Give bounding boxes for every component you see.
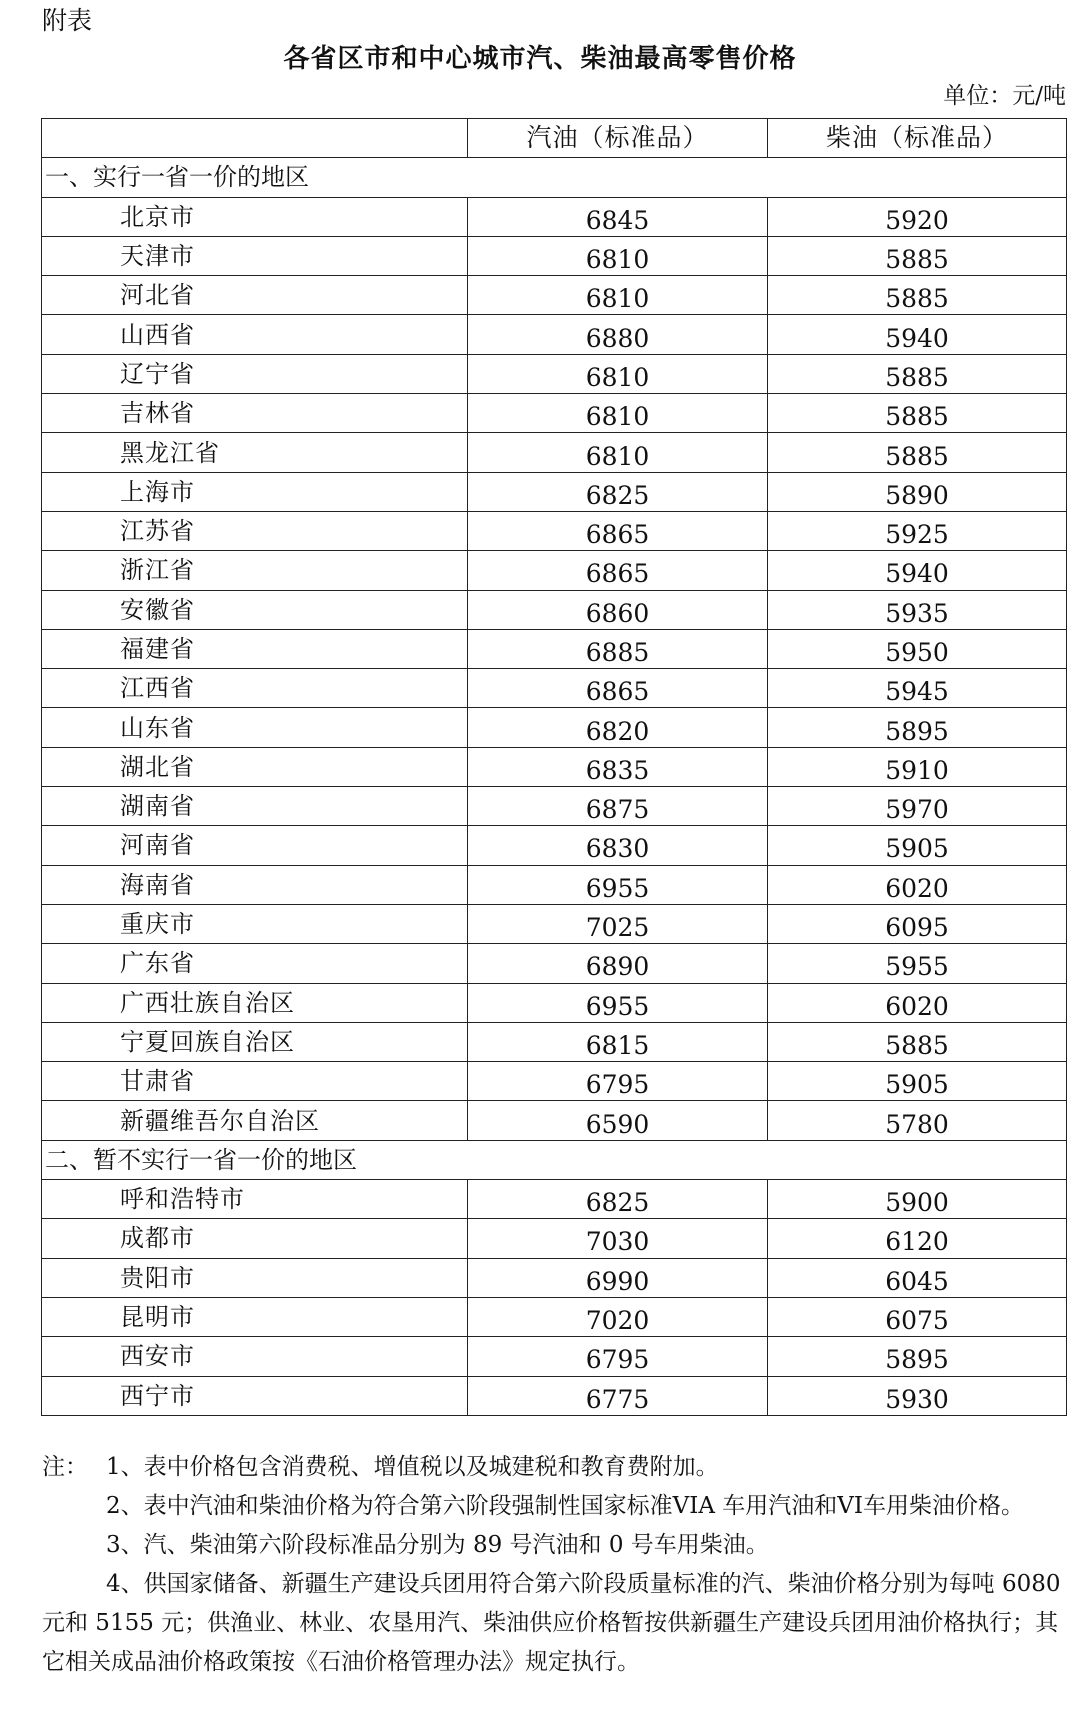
diesel-price: 6020: [768, 865, 1067, 904]
table-row: [42, 1022, 1067, 1061]
region-name: 呼和浩特市: [42, 1180, 468, 1219]
diesel-price: 5930: [768, 1376, 1067, 1415]
diesel-price: 5910: [768, 747, 1067, 786]
table-row: [42, 1062, 1067, 1101]
region-name: 西安市: [42, 1337, 468, 1376]
gasoline-price: 6830: [468, 826, 768, 865]
unit-label: 单位：元/吨: [943, 83, 1066, 109]
region-name: 山西省: [42, 315, 468, 354]
diesel-price: 5950: [768, 629, 1067, 668]
region-name: 贵阳市: [42, 1258, 468, 1297]
note-2: 2、表中汽油和柴油价格为符合第六阶段强制性国家标准VIA 车用汽油和VI车用柴油价格。: [106, 1493, 1024, 1519]
table-row: [42, 1297, 1067, 1336]
table-row: [42, 904, 1067, 943]
table-row: [42, 944, 1067, 983]
table-row: [42, 629, 1067, 668]
gasoline-price: 6810: [468, 354, 768, 393]
region-name: 浙江省: [42, 551, 468, 590]
diesel-price: 5900: [768, 1180, 1067, 1219]
region-name: 成都市: [42, 1219, 468, 1258]
region-name: 湖北省: [42, 747, 468, 786]
region-name: 广东省: [42, 944, 468, 983]
region-name: 河北省: [42, 276, 468, 315]
region-name: 安徽省: [42, 590, 468, 629]
note-1-text: 1、表中价格包含消费税、增值税以及城建税和教育费附加。: [106, 1454, 719, 1480]
gasoline-price: 6880: [468, 315, 768, 354]
diesel-price: 5920: [768, 197, 1067, 236]
diesel-price: 5890: [768, 472, 1067, 511]
table-row: [42, 354, 1067, 393]
table-row: [42, 1219, 1067, 1258]
table-row: [42, 433, 1067, 472]
diesel-price: 5905: [768, 826, 1067, 865]
region-name: 河南省: [42, 826, 468, 865]
gasoline-price: 6845: [468, 197, 768, 236]
diesel-price: 6120: [768, 1219, 1067, 1258]
diesel-price: 6020: [768, 983, 1067, 1022]
table-row: [42, 1101, 1067, 1140]
region-name: 江苏省: [42, 511, 468, 550]
region-name: 新疆维吾尔自治区: [42, 1101, 468, 1140]
region-name: 海南省: [42, 865, 468, 904]
table-row: [42, 472, 1067, 511]
region-name: 吉林省: [42, 394, 468, 433]
region-name: 上海市: [42, 472, 468, 511]
region-name: 福建省: [42, 629, 468, 668]
gasoline-price: 6875: [468, 787, 768, 826]
region-name: 甘肃省: [42, 1062, 468, 1101]
gasoline-price: 6810: [468, 394, 768, 433]
gasoline-price: 7025: [468, 904, 768, 943]
gasoline-price: 6865: [468, 511, 768, 550]
table-row: [42, 747, 1067, 786]
table-row: [42, 1337, 1067, 1376]
region-name: 昆明市: [42, 1297, 468, 1336]
gasoline-price: 6825: [468, 1180, 768, 1219]
table-row: [42, 983, 1067, 1022]
note-1: [42, 1448, 1064, 1487]
gasoline-price: 6820: [468, 708, 768, 747]
table-row: [42, 787, 1067, 826]
gasoline-price: 6815: [468, 1022, 768, 1061]
header-diesel: 柴油（标准品）: [768, 119, 1067, 158]
region-name: 辽宁省: [42, 354, 468, 393]
table-row: [42, 236, 1067, 275]
diesel-price: 5885: [768, 1022, 1067, 1061]
gasoline-price: 6955: [468, 865, 768, 904]
notes-prefix: 注：: [42, 1454, 88, 1480]
diesel-price: 5970: [768, 787, 1067, 826]
table-row: [42, 315, 1067, 354]
diesel-price: 5780: [768, 1101, 1067, 1140]
page-title: 各省区市和中心城市汽、柴油最高零售价格: [283, 44, 797, 74]
diesel-price: 5945: [768, 669, 1067, 708]
region-name: 广西壮族自治区: [42, 983, 468, 1022]
table-row: [42, 826, 1067, 865]
diesel-price: 5940: [768, 315, 1067, 354]
gasoline-price: 6775: [468, 1376, 768, 1415]
region-name: 宁夏回族自治区: [42, 1022, 468, 1061]
gasoline-price: 6810: [468, 236, 768, 275]
table-row: [42, 511, 1067, 550]
header-region: [42, 119, 468, 158]
gasoline-price: 6825: [468, 472, 768, 511]
region-name: 山东省: [42, 708, 468, 747]
table-row: [42, 1258, 1067, 1297]
notes: [42, 1448, 1064, 1682]
diesel-price: 5955: [768, 944, 1067, 983]
gasoline-price: 6990: [468, 1258, 768, 1297]
table-row: [42, 394, 1067, 433]
region-name: 天津市: [42, 236, 468, 275]
diesel-price: 5885: [768, 276, 1067, 315]
diesel-price: 5935: [768, 590, 1067, 629]
diesel-price: 5895: [768, 1337, 1067, 1376]
table-row: [42, 197, 1067, 236]
diesel-price: 6095: [768, 904, 1067, 943]
diesel-price: 5940: [768, 551, 1067, 590]
section-row: [42, 158, 1067, 197]
diesel-price: 5885: [768, 394, 1067, 433]
price-table: [41, 118, 1067, 1416]
gasoline-price: 6590: [468, 1101, 768, 1140]
table-row: [42, 590, 1067, 629]
gasoline-price: 6890: [468, 944, 768, 983]
appendix-label: 附表: [42, 6, 93, 35]
table-row: [42, 1376, 1067, 1415]
section-label: 二、暂不实行一省一价的地区: [42, 1140, 1067, 1179]
price-table-body: [42, 119, 1067, 1416]
table-row: [42, 276, 1067, 315]
gasoline-price: 7020: [468, 1297, 768, 1336]
region-name: 湖南省: [42, 787, 468, 826]
table-header-row: [42, 119, 1067, 158]
table-row: [42, 708, 1067, 747]
table-row: [42, 865, 1067, 904]
region-name: 黑龙江省: [42, 433, 468, 472]
gasoline-price: 6865: [468, 551, 768, 590]
gasoline-price: 6835: [468, 747, 768, 786]
table-row: [42, 1180, 1067, 1219]
gasoline-price: 6810: [468, 433, 768, 472]
table-row: [42, 551, 1067, 590]
diesel-price: 6045: [768, 1258, 1067, 1297]
gasoline-price: 6860: [468, 590, 768, 629]
header-gasoline: 汽油（标准品）: [468, 119, 768, 158]
note-4: 4、供国家储备、新疆生产建设兵团用符合第六阶段质量标准的汽、柴油价格分别为每吨 6080 元和 5155 元；供渔业、林业、农垦用汽、柴油供应价格暂按供新疆生产建设兵团用油价格执行；其它相关成品油价格政策按《石油价格管理办法》规定执行。: [42, 1571, 1061, 1675]
region-name: 重庆市: [42, 904, 468, 943]
region-name: 江西省: [42, 669, 468, 708]
diesel-price: 5895: [768, 708, 1067, 747]
gasoline-price: 6795: [468, 1062, 768, 1101]
diesel-price: 5885: [768, 354, 1067, 393]
gasoline-price: 6955: [468, 983, 768, 1022]
diesel-price: 6075: [768, 1297, 1067, 1336]
region-name: 北京市: [42, 197, 468, 236]
gasoline-price: 6795: [468, 1337, 768, 1376]
gasoline-price: 6810: [468, 276, 768, 315]
diesel-price: 5905: [768, 1062, 1067, 1101]
gasoline-price: 7030: [468, 1219, 768, 1258]
table-row: [42, 669, 1067, 708]
region-name: 西宁市: [42, 1376, 468, 1415]
section-label: 一、实行一省一价的地区: [42, 158, 1067, 197]
diesel-price: 5885: [768, 433, 1067, 472]
note-3: 3、汽、柴油第六阶段标准品分别为 89 号汽油和 0 号车用柴油。: [106, 1532, 769, 1558]
diesel-price: 5925: [768, 511, 1067, 550]
gasoline-price: 6885: [468, 629, 768, 668]
diesel-price: 5885: [768, 236, 1067, 275]
gasoline-price: 6865: [468, 669, 768, 708]
section-row: [42, 1140, 1067, 1179]
